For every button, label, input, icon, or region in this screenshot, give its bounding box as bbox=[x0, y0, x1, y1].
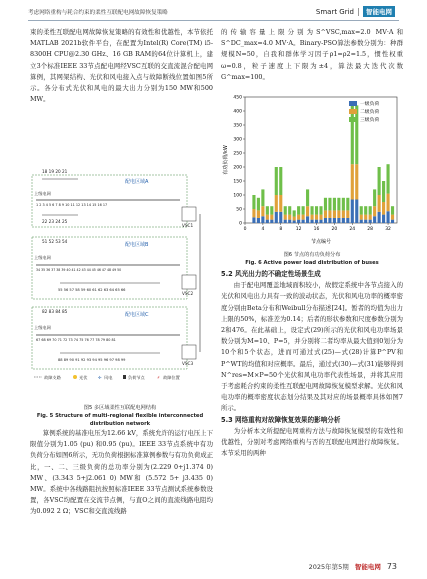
bar-segment bbox=[306, 216, 309, 223]
legend-load-icon bbox=[123, 375, 126, 379]
bar-segment bbox=[270, 220, 273, 223]
page-number: 73 bbox=[386, 562, 397, 571]
bar-segment bbox=[279, 167, 282, 195]
x-axis-label: 节点编号 bbox=[310, 239, 332, 245]
bar-segment bbox=[346, 198, 349, 211]
bar-segment bbox=[391, 215, 394, 220]
x-tick-label: 8 bbox=[279, 227, 283, 232]
bar-segment bbox=[315, 220, 318, 223]
bar-segment bbox=[351, 105, 354, 164]
legend-load-label: 负荷节点 bbox=[128, 375, 145, 380]
bar-segment bbox=[369, 215, 372, 220]
y-tick-label: 0 bbox=[239, 221, 242, 227]
legend-break-icon: ⚡ bbox=[157, 375, 160, 380]
bar-segment bbox=[310, 220, 313, 223]
y-axis-label: 有功负荷/kW bbox=[223, 145, 229, 175]
bar-segment bbox=[386, 164, 389, 193]
bar-segment bbox=[293, 220, 296, 223]
legend-wind-label: 风电 bbox=[104, 375, 113, 380]
y-tick-label: 450 bbox=[233, 95, 242, 101]
bar-segment bbox=[284, 220, 287, 223]
bar-segment bbox=[261, 206, 264, 216]
vsc3-converter bbox=[182, 345, 196, 359]
bar-segment bbox=[337, 218, 340, 223]
footer-logo: 智能电网 bbox=[354, 563, 381, 571]
bar-segment bbox=[378, 212, 381, 223]
bar-segment bbox=[257, 210, 260, 218]
bar-segment bbox=[293, 217, 296, 221]
region-a-top-nodes: 18 19 20 21 bbox=[42, 169, 68, 174]
bar-segment bbox=[297, 206, 300, 214]
bar-segment bbox=[266, 206, 269, 214]
region-c-main-nodes: 67 68 69 70 71 72 73 74 75 76 77 78 79 80 81 bbox=[36, 338, 116, 342]
bar-segment bbox=[355, 105, 358, 164]
bar-segment bbox=[351, 199, 354, 223]
x-tick-label: 24 bbox=[349, 227, 356, 232]
bar-segment bbox=[391, 206, 394, 214]
bar-segment bbox=[333, 210, 336, 218]
bar-segment bbox=[355, 199, 358, 223]
bar-segment bbox=[342, 218, 345, 223]
x-tick-label: 32 bbox=[385, 227, 391, 232]
vsc1-converter bbox=[182, 207, 196, 221]
bar-segment bbox=[324, 198, 327, 211]
bar-segment bbox=[284, 215, 287, 220]
paragraph: 由于配电网覆盖地域面积较小，故假定系统中各节点接入的光伏和风电出力具有一致的波动状态，光伏和风电功率的概率密度分别由Beta分布和Weibull分布描述[24]。暂者的均值为出力上限的50%，标准差为0.14；后者的形状参数和尺度参数分别为2和476。在此基础上，设定式(29)所示的光伏和风电功率场景数分别为M=10、P=5，并分别将二者均率从最大值到0划分为10个和5个状态，进而可通过式(25)—式(28)计算P^PV和P^WT的均值和对应概率。最后，通过式(30)—式(31)能够得到N^res=M×P=50个光伏和风电功率代表性场景，并将其应用于考虑耗合约束的柔性互联配电网故障恢复模型求解。光伏和风电功率的概率密度状态划分结果及其对应的场景概率具体如图7所示。 bbox=[221, 281, 403, 413]
bar-segment bbox=[257, 218, 260, 223]
x-tick-label: 16 bbox=[313, 227, 320, 232]
bar-segment bbox=[270, 206, 273, 214]
page-footer bbox=[309, 562, 397, 571]
legend-swatch bbox=[349, 101, 357, 106]
region-c-top-nodes: 82 83 84 85 bbox=[42, 309, 68, 314]
bar-segment bbox=[319, 220, 322, 223]
bar-segment bbox=[378, 167, 381, 195]
bar-segment bbox=[333, 218, 336, 223]
vsc1-label: VSC1 bbox=[182, 223, 194, 228]
bar-segment bbox=[324, 218, 327, 223]
bar-segment bbox=[302, 220, 305, 223]
bar-segment bbox=[252, 195, 255, 209]
legend-swatch bbox=[349, 109, 357, 114]
bar-segment bbox=[360, 215, 363, 220]
legend-swatch bbox=[349, 117, 357, 122]
bar-segment bbox=[382, 202, 385, 215]
bar-segment bbox=[261, 216, 264, 223]
bar-segment bbox=[382, 181, 385, 202]
bar-segment bbox=[360, 206, 363, 214]
running-title: 考虑网络重构与耗合约束的柔性互联配电网故障恢复策略 bbox=[28, 10, 168, 16]
bar-segment bbox=[373, 216, 376, 223]
bar-segment bbox=[302, 206, 305, 214]
bar-segment bbox=[284, 206, 287, 214]
bar-segment bbox=[261, 189, 264, 206]
bar-segment bbox=[342, 210, 345, 218]
bar-segment bbox=[293, 210, 296, 216]
y-tick-label: 400 bbox=[233, 109, 242, 115]
bar-segment bbox=[346, 218, 349, 223]
bar-segment bbox=[257, 198, 260, 211]
bar-segment bbox=[328, 218, 331, 223]
bar-segment bbox=[333, 198, 336, 211]
paragraph: 束的柔性互联配电网故障恢复策略的有效性和优越性，本节依托MATLAB 2021b软件平台，在配置为Intel(R) Core(TM) i5-8300H CPU@2.30 GHz、16 GB RAM的64位计算机上，建立3个标准IEEE 33节点配电网经VSC互联的交直流混合配电网算例，其网架结构、光伏和风电接入点与故障断线位置如图5所示。各分布式光伏和风电的最大出力分别为150 MW和500 MW。 bbox=[30, 28, 213, 104]
bar-segment bbox=[373, 189, 376, 206]
bar-segment bbox=[306, 206, 309, 216]
bar-segment bbox=[252, 209, 255, 217]
bar-segment bbox=[297, 220, 300, 223]
bar-segment bbox=[328, 210, 331, 218]
bar-segment bbox=[373, 206, 376, 216]
y-tick-label: 50 bbox=[236, 207, 242, 213]
region-b-label: 配电区域B bbox=[125, 242, 149, 248]
legend-fault-label: 故障支路 bbox=[44, 375, 61, 380]
bar-segment bbox=[266, 215, 269, 220]
bar-segment bbox=[319, 206, 322, 214]
figure-5-network-diagram bbox=[30, 167, 208, 402]
paragraph: 的传输容量上限分别为S^VSC,max=2.0 MV·A和S^DC_max=4.0 MV·A。Binary-PSO算法参数分别为：种群规模N=50，自我和群体学习因子ρ1=ρ2=1.5，惯性权重ω=0.8，粒子速度上下限为±4，算法最大迭代次数G^max=100。 bbox=[221, 28, 403, 81]
region-a-label: 配电区域A bbox=[125, 179, 149, 185]
bar-segment bbox=[364, 206, 367, 214]
paragraph: 为分析本文所提配电网重构方法与故障恢复模型的有效性和优越性，分别对考虑网络重构与否的互联配电网进行故障恢复。本节采用的两种 bbox=[221, 426, 403, 458]
figure-6-caption-en: Fig. 6 Active power load distribution of buses bbox=[245, 260, 379, 266]
bar-segment bbox=[297, 215, 300, 220]
y-tick-label: 300 bbox=[233, 137, 242, 143]
bar-segment bbox=[324, 210, 327, 218]
figure-5-caption-en: Fig. 5 Structure of multi-regional flexible interconnected distribution network bbox=[36, 413, 204, 427]
bar-segment bbox=[369, 220, 372, 223]
legend-label: 一级负荷 bbox=[360, 102, 380, 107]
bar-segment bbox=[279, 195, 282, 212]
journal-name-cn: 智能电网 bbox=[363, 6, 395, 17]
left-text-block-2 bbox=[30, 428, 213, 518]
figure-6-caption-cn: 图6 节点的有功负荷分布 bbox=[283, 252, 341, 258]
x-tick-label: 0 bbox=[243, 227, 247, 232]
bar-segment bbox=[328, 198, 331, 211]
bar-segment bbox=[310, 206, 313, 214]
region-a-bottom-nodes: 22 23 24 25 bbox=[42, 219, 68, 224]
right-text-block-2 bbox=[221, 269, 403, 459]
bar-segment bbox=[360, 220, 363, 223]
legend-wind-icon: ✢ bbox=[98, 375, 102, 380]
bar-segment bbox=[315, 206, 318, 214]
upper-grid-label: 上级电网 bbox=[34, 325, 51, 330]
left-text-block-1 bbox=[30, 27, 213, 105]
bar-segment bbox=[288, 220, 291, 223]
figure-6-bar-chart bbox=[221, 91, 403, 249]
bar-segment bbox=[275, 195, 278, 212]
x-tick-label: 4 bbox=[261, 227, 265, 232]
upper-grid-label: 上级电网 bbox=[34, 255, 51, 260]
bar-segment bbox=[378, 195, 381, 212]
figure-6-caption bbox=[221, 251, 403, 267]
bar-segment bbox=[302, 215, 305, 220]
bar-segment bbox=[275, 212, 278, 223]
legend-label: 三级负荷 bbox=[360, 118, 380, 123]
bar-segment bbox=[279, 212, 282, 223]
region-b-top-nodes: 51 52 53 54 bbox=[42, 239, 68, 244]
legend-pv-label: 光伏 bbox=[79, 375, 88, 380]
issue-label: 2025年第5期 bbox=[308, 563, 349, 571]
bar-segment bbox=[266, 220, 269, 223]
bar-segment bbox=[288, 206, 291, 214]
region-b-bottom-nodes: 55 56 57 58 59 60 61 62 63 64 65 66 bbox=[58, 288, 126, 292]
y-tick-label: 150 bbox=[233, 179, 242, 185]
region-c-bottom-nodes: 88 89 90 91 92 93 94 95 96 97 98 99 bbox=[58, 358, 126, 362]
x-tick-label: 20 bbox=[331, 227, 338, 232]
bar-segment bbox=[270, 215, 273, 220]
section-heading-5-2: 5.2 风光出力的不确定性场景生成 bbox=[221, 270, 321, 278]
paragraph: 算例系统的基准电压为12.66 kV，系统允许的运行电压上下限值分别为1.05 (pu) 和0.95 (pu)。IEEE 33节点系统中有功负荷分布如图6所示，无功负荷根据标准算例参数与有功负荷成正比，一、二、三级负荷的总功率分别为(2.229 0+j1.374 0) MW、(3.343 5+j2.061 0) MW和 (5.572 5+ j3.435 0) MW。系统中各线路阻抗按照标准IEEE 33节点测试系统参数设置，各VSC均配置在交流节点侧，与直O之间的直流线路电阻均为0.092 2 Ω；VSC和交直流线路 bbox=[30, 429, 214, 516]
bar-segment bbox=[364, 215, 367, 220]
bar-segment bbox=[310, 215, 313, 220]
y-tick-label: 250 bbox=[233, 151, 242, 157]
figure-5-caption-cn: 图5 多区域柔性互联配电网结构 bbox=[83, 405, 157, 411]
bar-segment bbox=[355, 164, 358, 199]
bar-segment bbox=[364, 220, 367, 223]
region-b-main-nodes: 34 35 36 37 38 39 40 41 42 43 44 45 46 47 48 49 50 bbox=[36, 268, 122, 272]
region-a-main-nodes: 1 2 3 4 5 6 7 8 9 10 11 12 13 14 15 16 17 bbox=[36, 203, 108, 207]
right-text-block-1 bbox=[221, 27, 403, 83]
vsc3-label: VSC3 bbox=[182, 361, 194, 366]
bar-segment bbox=[369, 206, 372, 214]
journal-brand bbox=[316, 6, 395, 17]
journal-name-en: Smart Grid bbox=[315, 7, 354, 16]
bar-segment bbox=[288, 215, 291, 220]
bar-segment bbox=[342, 198, 345, 211]
bar-segment bbox=[386, 194, 389, 212]
upper-grid-label: 上级电网 bbox=[34, 191, 51, 196]
y-tick-label: 100 bbox=[233, 193, 242, 199]
bar-segment bbox=[337, 210, 340, 218]
header-separator bbox=[358, 8, 359, 16]
region-c-label: 配电区域C bbox=[125, 312, 149, 318]
x-tick-label: 12 bbox=[295, 227, 302, 232]
vsc2-label: VSC2 bbox=[182, 291, 194, 296]
legend-break-label: 故障位置 bbox=[163, 375, 180, 380]
bar-segment bbox=[351, 164, 354, 199]
figure-5-caption bbox=[30, 404, 210, 428]
bar-segment bbox=[337, 198, 340, 211]
legend-label: 二级负荷 bbox=[360, 110, 380, 115]
y-tick-label: 200 bbox=[233, 165, 242, 171]
y-tick-label: 350 bbox=[233, 123, 242, 129]
bar-segment bbox=[382, 215, 385, 223]
bar-segment bbox=[252, 217, 255, 223]
x-tick-label: 28 bbox=[367, 227, 374, 232]
bar-segment bbox=[391, 220, 394, 223]
bar-segment bbox=[346, 210, 349, 218]
bar-segment bbox=[319, 215, 322, 220]
header-rule bbox=[28, 20, 399, 21]
bar-segment bbox=[315, 215, 318, 220]
bar-segment bbox=[306, 189, 309, 206]
bar-segment bbox=[275, 167, 278, 195]
legend-pv-icon bbox=[73, 375, 77, 379]
vsc2-converter bbox=[182, 275, 196, 289]
section-heading-5-3: 5.3 网络重构对故障恢复效果的影响分析 bbox=[221, 415, 341, 424]
bar-segment bbox=[386, 211, 389, 223]
